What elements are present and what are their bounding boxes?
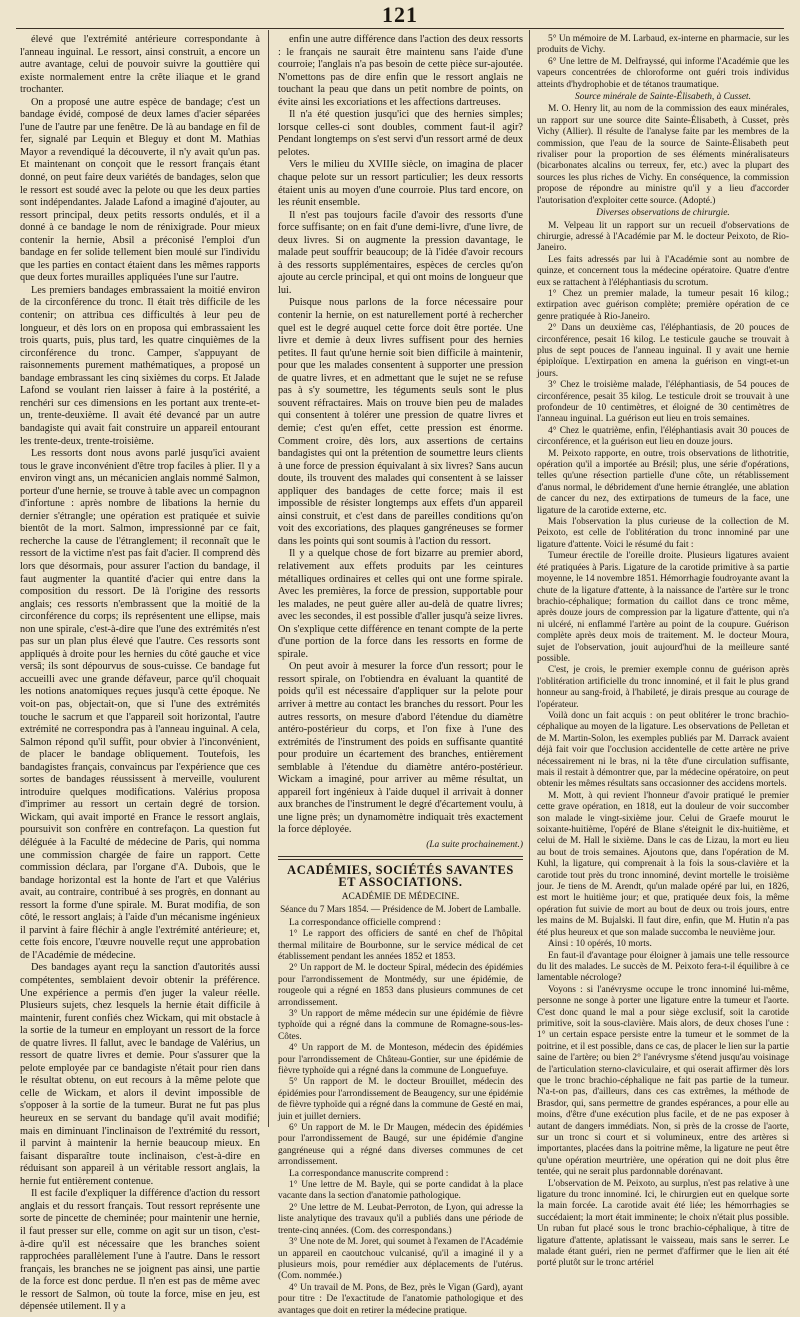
column-left: [20, 34, 260, 1313]
paragraph: 4° Chez le quatrième, enfin, l'éléphantiasis avait 30 pouces de circonférence, et la guérison eut lieu en douze jours.: [537, 425, 789, 448]
correspondence-item: 5° Un rapport de M. le docteur Brouillet, médecin des épidémies pour l'arrondissement de Beaugency, sur une épidémie de fièvre typhoïde qui a régné dans la commune de Gesté en mai, juin et juillet derniers.: [278, 1077, 523, 1122]
paragraph: Il n'est pas toujours facile d'avoir des ressorts d'une force suffisante; on en fait d'une demi-livre, d'une livre, de deux livres. Si on augmente la pression davantage, le malade peut souffrir beaucoup; de là l'idée d'avoir recours à des ressorts supplémentaires, espèces de cercles qu'on ajoute au cercle principal, et qui ont moins de longueur que lui.: [278, 209, 523, 296]
paragraph: M. Velpeau lit un rapport sur un recueil d'observations de chirurgie, adressé à l'Académie par M. le docteur Peixoto, de Rio-Janeiro.: [537, 220, 789, 254]
academy-name: ACADÉMIE DE MÉDECINE.: [341, 891, 460, 902]
hernia-article-continuation: [278, 34, 523, 837]
correspondence-item: 1° Une lettre de M. Bayle, qui se porte candidat à la place vacante dans la section d'anatomie pathologique.: [278, 1180, 523, 1202]
correspondence-item: 2° Une lettre de M. Leubat-Perroton, de Lyon, qui adresse la liste analytique des travaux qu'il a publiés dans une période de trente-cinq années. (Com. des correspondans.): [278, 1202, 523, 1236]
paragraph: Il n'a été question jusqu'ici que des hernies simples; lorsque celles-ci sont doubles, comment faut-il agir? Pendant longtemps on s'est servi d'un ressort armé de deux pelotes.: [278, 109, 523, 158]
column-divider: [268, 30, 269, 1127]
correspondence-list: [278, 918, 523, 1317]
column-right: [537, 34, 789, 1269]
paragraph: Ainsi : 10 opérés, 10 morts.: [548, 939, 652, 950]
section-rule: [278, 856, 523, 860]
paragraph: Voyons : si l'anévrysme occupe le tronc innominé lui-même, personne ne songe à porter une ligature entre la tumeur et l'aorte. C'est donc quand le mal a pour siège exclusif, soit la carotide primitive, soit la sous-clavière. Mais alors, de deux choses l'une : 1° un certain espace persiste entre la tumeur et le sommet de la poitrine, et il est possible, dans ce cas, de placer le lien sur la partie saine de l'artère; ou bien 2° l'anévrysme s'étend jusqu'au voisinage de l'articulation sterno-claviculaire, et qui oserait affirmer dès lors que le tronc brachio-céphalique ne fait pas partie de la tumeur. N'a-t-on pas, d'ailleurs, dans ces cas extrêmes, la méthode de Brasdor, qui, sans permettre de grandes espérances, a pour elle au moins, d'être d'une exécution plus facile, et de ne pas exposer à autant de dangers immédiats. Non, si près de la crosse de l'aorte, sur un tronc si court et si volumineux, entre des artères si importantes, placées dans la poitrine même, la ligature ne peut être qu'une opération meurtrière, une opération qui ne doit plus être tentée, qui ne serait plus pardonnable dorénavant.: [537, 984, 789, 1178]
page-number: 121: [382, 2, 418, 27]
correspondence-item: 1° Le rapport des officiers de santé en chef de l'hôpital thermal militaire de Bourbonne, sur le service médical de cet établissement pendant les années 1852 et 1853.: [278, 929, 523, 962]
continuation-note: (La suite prochainement.): [426, 840, 523, 850]
column-divider: [529, 30, 530, 1127]
paragraph: On a proposé une autre espèce de bandage; c'est un bandage évidé, composé de deux lames d'acier séparées l'une de l'autre par une fenêtre. De là au bandage en fil de fer, signalé par Lequin et Bleguy et dont M. Mathias Mayor a revendiqué la découverte, il n'y avait qu'un pas. Et maintenant on conçoit que le ressort français étant donné, on peut faire deux variétés de bandages, selon que le ressort est soudé avec la pelote ou que les deux parties sont indépendantes. Jalade Lafond a imaginé d'ajouter, au ressort principal, deux petits ressorts ondulés, et il a donné à ce bandage le nom de rénixigrade. Pour mieux contenir la hernie, Absil a préconisé l'emploi d'un bandage en fer solide tellement bien moulé sur l'individu que les parties en contact étaient dans les mêmes rapports que deux fortes murailles appliquées l'une sur l'autre.: [20, 96, 260, 284]
section-title: ACADÉMIES, SOCIÉTÉS SAVANTES ET ASSOCIATIONS.: [287, 862, 514, 890]
correspondence-item: La correspondance officielle comprend :: [289, 917, 441, 928]
paragraph: Tumeur érectile de l'oreille droite. Plusieurs ligatures avaient été pratiquées à Paris. Ligature de la carotide primitive à sa partie moyenne, le 14 novembre 1851. Hémorrhagie foudroyante avant la chute de la ligature d'attente, à la naissance de l'artère sur le tronc brachio-céphalique; formation du caillot dans ce tronc même, après douze jours de compression par la ligature d'attente, qui n'a ni ulcéré, ni enflammé l'artère au point de la coupure. Guérison complète après deux mois de traitement. M. le docteur Moura, sujet de l'observation, jouit aujourd'hui de la meilleure santé possible.: [537, 551, 789, 664]
paragraph: En faut-il d'avantage pour éloigner à jamais une telle ressource du lit des malades. Le succès de M. Peixoto fera-t-il équilibre à ce lamentable nécrologe?: [537, 950, 789, 984]
paragraph: 5° Un mémoire de M. Larbaud, ex-interne en pharmacie, sur les produits de Vichy.: [537, 34, 789, 56]
paragraph: On peut avoir à mesurer la force d'un ressort; pour le ressort spirale, on l'obtiendra en évaluant la quantité de poids qu'il est nécessaire d'appliquer sur la pelote pour arriver à mettre au contact les branches du ressort. Pour les autres ressorts, on mesure d'abord l'étendue du diamètre antéro-postérieur du corps, et l'on fixe à l'une des extrémités de l'instrument des poids en suffisante quantité pour produire un écartement des branches, entièrement semblable à l'étendue du diamètre antéro-postérieur. Wickam a imaginé, pour arriver au même résultat, un appareil fort ingénieux à l'aide duquel il arrivait à donner aux branches de l'instrument le degré d'écartement voulu, à une ligne près; un dynamomètre indiquait très exactement la force déployée.: [278, 661, 523, 836]
correspondence-item: 3° Une note de M. Joret, qui soumet à l'examen de l'Académie un appareil en caoutchouc vulcanisé, qu'il a imaginé il y a plusieurs mois, pour remédier aux déplacements de l'utérus. (Com. nommée.): [278, 1237, 523, 1282]
paragraph: 3° Chez le troisième malade, l'éléphantiasis, de 54 pouces de circonférence, pesait 35 kilog. Le testicule droit se trouvait à une profondeur de 10 centimètres, et éloigné de 30 centimètres de l'anneau inguinal. La guérison eut lieu en trois semaines.: [537, 380, 789, 425]
correspondence-item: La correspondance manuscrite comprend :: [289, 1168, 449, 1179]
correspondence-item: 2° Un rapport de M. le docteur Spiral, médecin des épidémies pour l'arrondissement de Montmédy, sur une épidémie, de rougeole qui a régné en 1853 dans plusieurs communes de cet arrondissement.: [278, 963, 523, 1008]
correspondence-item: 3° Un rapport de même médecin sur une épidémie de fièvre typhoïde qui a régné dans la commune de Romagne-sous-les-Côtes.: [278, 1008, 523, 1042]
paragraph: Les premiers bandages embrassaient la moitié environ de la circonférence du tronc. Il était très difficile de les contenir; on attribua ces difficultés à leur peu de longueur, et dès lors on en proposa qui embrassaient les trois quarts, puis, plus tard, les quatre cinquièmes de la circonférence du tronc. Camper, s'appuyant de raisonnements purement mathématiques, a proposé un bandage embrassant les cinq sixièmes du corps. Et Jalade Lafond se voulant rien laisser à faire à la postérité, a renchéri sur ces dimensions en les portant aux trente-et-un, trente-deuxième. Il avait été devancé par un autre bandagiste qui avait fait construire un appareil entourant les trente-deux, trente-troisième.: [20, 284, 260, 447]
paragraph: M. O. Henry lit, au nom de la commission des eaux minérales, un rapport sur une source dite Sainte-Élisabeth, à Cusset, près Vichy (Allier). Il résulte de l'analyse faite par les membres de la commission, que l'eau de la source de Sainte-Élisabeth peut rivaliser pour la proportion de ses éléments minéralisateurs (bicarbonates alcalins ou terreux, fer, etc.) avec la plupart des sources les plus riches de Vichy. En conséquence, la commission propose de répondre au ministre qu'il y a lieu d'accorder l'autorisation d'exploiter cette source. (Adopté.): [537, 104, 789, 206]
paragraph: enfin une autre différence dans l'action des deux ressorts : le français ne saurait être maintenu sans l'aide d'une courroie; l'anglais n'a pas besoin de cette pièce sur-ajoutée. N'omettons pas de dire enfin que le ressort anglais ne touchant la peau que dans un petit nombre de points, on évite ainsi les excoriations et les affections dartreuses.: [278, 34, 523, 108]
correspondence-item: 6° Un rapport de M. le Dr Maugen, médecin des épidémies pour l'arrondissement de Baugé, sur une épidémie d'angine gangréneuse qui a régné dans diverses communes de cet arrondissement.: [278, 1123, 523, 1168]
correspondence-item: 4° Un travail de M. Pons, de Bez, près le Vigan (Gard), ayant pour titre : De l'exactitude de l'anatomie pathologique et des avantages que doit en retirer la médecine pratique.: [278, 1282, 523, 1316]
paragraph: Il y a quelque chose de fort bizarre au premier abord, relativement aux effets produits par les ceintures métalliques ordinaires et celles qui ont une forme spirale. Avec les premières, la force de pression, supportable pour les malades, ne peut guère aller au-delà de quatre livres; avec les secondes, il est possible d'aller jusqu'à seize livres. On s'explique cette différence en tenant compte de la perte d'une portion de la force dans les ressorts en forme de spirale.: [278, 548, 523, 660]
paragraph: Source minérale de Sainte-Élisabeth, à Cusset.: [575, 92, 751, 103]
paragraph: 2° Dans un deuxième cas, l'éléphantiasis, de 20 pouces de circonférence, pesait 16 kilog. Le testicule gauche se trouvait à plus de sept pouces de l'anneau inguinal. Il y avait une hernie épiploïque. L'extirpation en amena la guérison en vingt-et-un jours.: [537, 323, 789, 379]
paragraph: L'observation de M. Peixoto, au surplus, n'est pas relative à une ligature du tronc innominé. Ici, le chirurgien eut en quelque sorte la main forcée. La carotide avait été liée; les hémorrhagies se succédaient; la mort était imminente; le choix n'était plus possible. Un ruban fut placé sous le tronc brachio-céphalique, à titre de ligature d'attente, aplatissant le vaisseau, mais sans le serrer. Le malade étant guéri, rien ne permet d'affirmer que le lien ait été porté plutôt sur le tronc artériel: [537, 1178, 789, 1269]
header-rule: [16, 28, 784, 29]
paragraph: M. Peixoto rapporte, en outre, trois observations de lithotritie, opération qu'il a importée au Brésil; plus, une série d'opérations, telles qu'une résection partielle d'une côte, un rétablissement d'anus normal, le débridement d'une hernie étranglée, une ablation de cancer du nez, des extirpations de tumeurs de la face, une ligature de la carotide externe, etc.: [537, 448, 789, 516]
session-line: Séance du 7 Mars 1854. — Présidence de M. Jobert de Lamballe.: [280, 904, 521, 915]
paragraph: M. Mott, à qui revient l'honneur d'avoir pratiqué le premier cette grave opération, en 1818, eut la douleur de voir succomber son malade le vingt-sixième jour. Celui de Graefe mourut le soixante-huitième, l'opéré de Blane s'éteignit le dix-huitième, et celui de M. Hall le sixième. Dans le cas de Lizau, la mort eu lieu au bout de trois semaines. Ajoutons que, dans l'opération de M. Kuhl, la ligature, qui comprenait à la fois la sous-clavière et la carotide tout près du tronc innominé, devint mortelle le troisième jour. Je tiens de M. Arendt, qu'un malade opéré par lui, en 1826, est mort le huitième jour; et que, pratiquée deux fois, la même opération fut suivie de mort au bout de deux ou trois jours, entre les mains de M. Bujalski. Il faut dire, enfin, que M. Hutin n'a pas été plus heureux et que son malade succomba le neuvième jour.: [537, 790, 789, 938]
paragraph: Des bandages ayant reçu la sanction d'autorités aussi compétentes, semblaient devoir obtenir la préférence. Une expérience a permis d'en juger la valeur réelle. Plusieurs sujets, chez lesquels la hernie était difficile à maintenir, furent confiés chez Wickam, qui mit obstacle à la sortie de la tumeur en employant un ressort de la force de quatre livres. Il fallut, avec le bandage de Valérius, un ressort de quatre livres et demie. Pour s'assurer que la pelote employée par ce bandagiste n'était pour rien dans le résultat obtenu, on eut recours à la même pelote que celle de Wickam, et alors il devint impossible de s'opposer à la sortie de la tumeur. Burat ne fut pas plus heureux en se servant du bandage qu'il avait modifié; mais en diminuant l'inclinaison de l'extrémité du ressort, il parvint à maintenir la hernie beaucoup mieux. En faisant disparaître toute inclinaison, c'est-à-dire en réduisant son appareil à un véritable ressort anglais, la hernie fut entièrement contenue.: [20, 962, 260, 1187]
paragraph: Il est facile d'expliquer la différence d'action du ressort anglais et du ressort français. Tout ressort représente une sorte de pincette de cheminée; pour maintenir une hernie, il faut presser sur elle, comme on agit sur un tison, c'est-à-dire qu'il est nécessaire que les branches soient rapprochées parallèlement l'une à l'autre. Dans le ressort français, les branches ne se joignent pas ainsi, une partie de la force est donc perdue. Il n'en est pas de même avec le ressort de Salmon, où toute la force, mise en jeu, est dépensée utilement. Il y a: [20, 1188, 260, 1313]
correspondence-item: 4° Un rapport de M. de Monteson, médecin des épidémies pour l'arrondissement de Château-Gontier, sur une épidémie de fièvre typhoïde qui a régné dans la commune de Longuefuye.: [278, 1043, 523, 1077]
paragraph: Voilà donc un fait acquis : on peut oblitérer le tronc brachio-céphalique au moyen de la ligature. Les observations de Pelletan et de M. Martin-Solon, les exemples publiés par M. Darrack avaient déjà fait voir que l'occlusion accidentelle de cette artère ne prive nécessairement ni le bras, ni la tête d'une circulation suffisante, mais il restait à démontrer que, par la médecine opératoire, on peut obtenir les mêmes résultats sans occasionner des accidens mortels.: [537, 710, 789, 790]
paragraph: 6° Une lettre de M. Delfrayssé, qui informe l'Académie que les vapeurs concentrées de chloroforme ont guéri trois individus atteints d'hydrophobie et de tétanos traumatique.: [537, 56, 789, 90]
paragraph: Diverses observations de chirurgie.: [596, 208, 730, 219]
paragraph: Les ressorts dont nous avons parlé jusqu'ici avaient tous le grave inconvénient d'être trop faciles à plier. Il y a environ vingt ans, un mécanicien anglais nommé Salmon, porteur d'une hernie, se trouve à table avec un compagnon d'infortune : après nombre de libations la hernie du dernier s'étrangle; une opération est pratiquée et suivie bientôt de la mort. Salmon, impressionné par ce fait, recherche la cause de l'étranglement; il reconnaît que le ressort de la victime n'est pas fait d'acier. Il comprend dès lors que désormais, pour assurer l'action du bandage, il faut augmenter la quantité d'acier qui entre dans la composition du ressort. De là l'origine des ressorts anglais; ces ressorts n'embrassent que la moitié de la circonférence du corps; ils représentent une ellipse, mais non une spirale, c'est-à-dire que l'une des extrémités n'est pas sur un plan plus élevé que l'autre. Ces ressorts sont appliqués à droite pour les hernies du côté gauche et vice versâ; ils sont dépourvus de sous-cuisse. Ce bandage fut accueilli avec une grande défaveur, parce qu'il choquait les notions anatomiques reçues jusqu'à cette époque. Ne voit-on pas, objectait-on, que si l'une des extrémités touche le sacrum et que l'appareil soit horizontal, l'autre extrémité ne correspondra pas à l'anneau inguinal. A cela, Salmon répond qu'il suffit, pour obvier à l'inconvénient, de placer le bandage obliquement. Toutefois, les bandagistes français, convaincus par l'expérience que ces sortes de bandages réussissent à merveille, voulurent introduire quelques modifications. Valérius proposa d'imprimer au ressort un certain degré de torsion. Wickam, qui avait importé en France le ressort anglais, poursuivit son confrère en contrefaçon. La question fut déléguée à la Faculté de médecine de Paris, qui nomma une commission chargée de faire un rapport. Cette commission déclara, par l'organe d'A. Dubois, que le bandage horizontal est la honte de l'art et que Valérius avait, au contraire, contribué à ses progrès, en donnant au ressort la forme d'une spirale. M. Burat modifia, de son côté, le ressort anglais; à l'aide d'un mécanisme ingénieux il parvint à faire fléchir à angle l'extrémité antérieure; et, cette fois encore, l'œuvre nouvelle reçut une approbation de l'Académie de médecine.: [20, 448, 260, 961]
paragraph: Puisque nous parlons de la force nécessaire pour contenir la hernie, on est naturellement porté à rechercher quel est le degré auquel cette force doit être portée. Une livre et demie à deux livres suffisent pour des hernies petites. Il faut qu'une hernie soit bien difficile à maintenir, pour que les malades consentent à supporter une pression de quatre livres, et en admettant que le sujet ne se refuse pas à s'y soumettre, les téguments seuls sont le plus souvent réfractaires. Mais on trouve bien peu de malades qui consentent à tolérer une pression de quatre livres et demie; c'est qu'en effet, cette pression est énorme. Comment croire, dès lors, aux assertions de certains bandagistes qui ont la prétention de soumettre leurs clients à une force de pression équivalant à six livres? Sans aucun doute, ils trouvent des malades qui consentent à se laisser appliquer des bandages de cette force; mais il est impossible de résister longtemps aux effets d'un appareil ainsi construit, et c'est dans de pareilles conditions qu'on voit des excoriations, des plaques gangréneuses se former dans les points qui sont soumis à l'action du ressort.: [278, 297, 523, 547]
column-middle: [278, 34, 523, 1316]
paragraph: Vers le milieu du XVIIIe siècle, on imagina de placer chaque pelote sur un ressort particulier; les deux ressorts étaient unis au moyen d'une courroie. Plus tard encore, on les réunit ensemble.: [278, 159, 523, 209]
paragraph: élevé que l'extrémité antérieure correspondante à l'anneau inguinal. Le ressort, ainsi construit, a encore un autre avantage, celui de pouvoir suivre la gouttière qui existe normalement entre la crête iliaque et le grand trochanter.: [20, 34, 260, 96]
paragraph: Mais l'observation la plus curieuse de la collection de M. Peixoto, est celle de l'oblitération du tronc innominé par une ligature d'attente. Voici le résumé du fait :: [537, 517, 789, 550]
paragraph: C'est, je crois, le premier exemple connu de guérison après l'oblitération artificielle du tronc innominé, et il fait le plus grand honneur au sang-froid, à l'habileté, je dirais presque au courage de l'opérateur.: [537, 665, 789, 710]
paragraph: Les faits adressés par lui à l'Académie sont au nombre de quinze, et concernent tous la médecine opératoire. Quatre d'entre eux se rattachent à l'éléphantiasis du scrotum.: [537, 254, 789, 288]
paragraph: 1° Chez un premier malade, la tumeur pesait 16 kilog.; extirpation avec guérison complète; première opération de ce genre pratiquée à Rio-Janeiro.: [537, 288, 789, 322]
